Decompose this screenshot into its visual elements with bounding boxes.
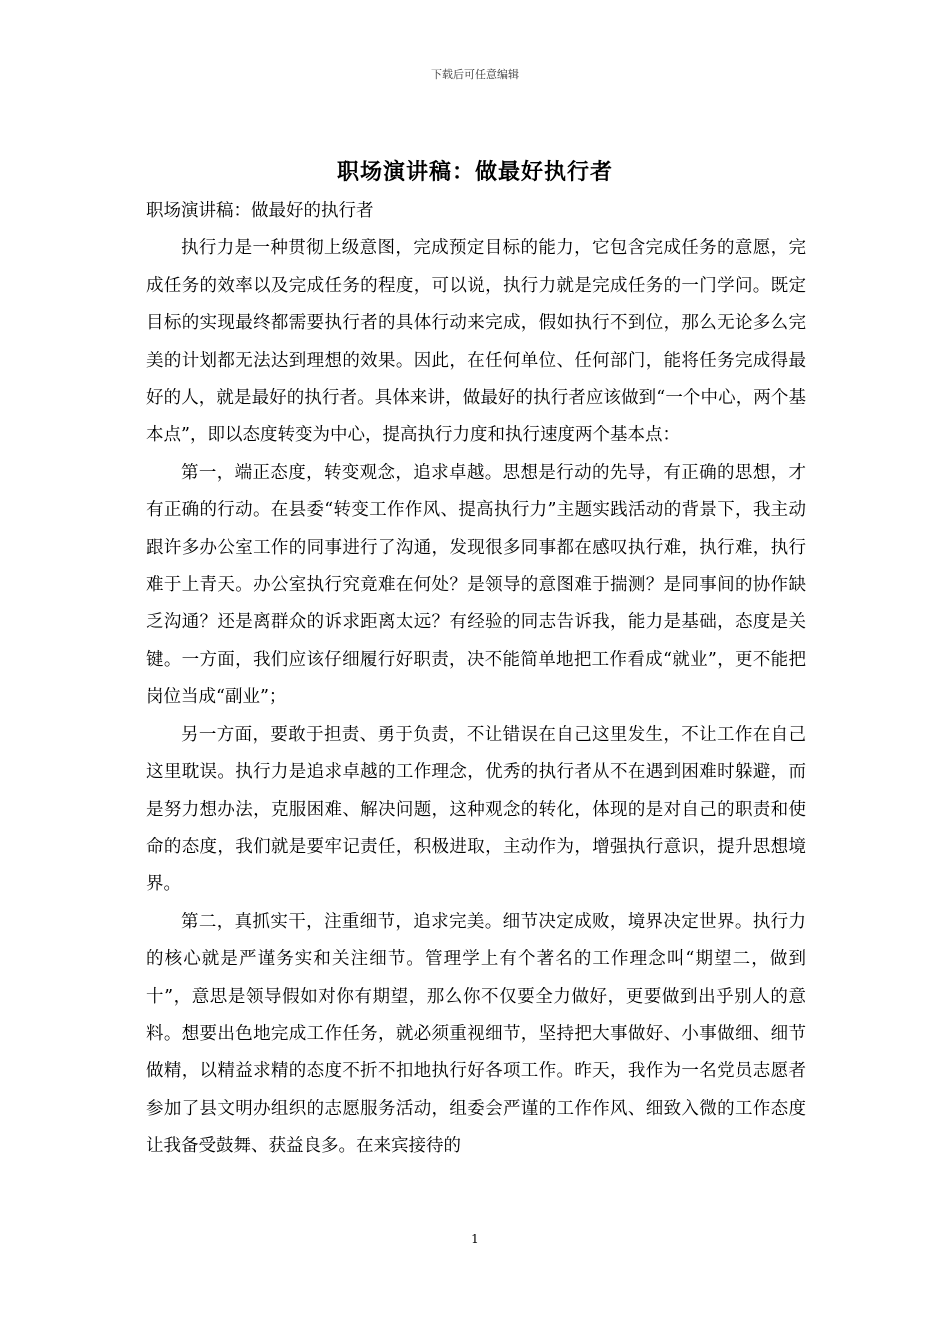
document-title: 职场演讲稿：做最好执行者 bbox=[336, 159, 613, 185]
header-note: 下载后可任意编辑 bbox=[431, 68, 519, 81]
document-body bbox=[146, 193, 806, 1166]
subtitle-paragraph: 职场演讲稿：做最好的执行者 bbox=[146, 201, 374, 221]
body-paragraph: 另一方面，要敢于担责、勇于负责，不让错误在自己这里发生，不让工作在自己这里耽误。执行力是追求卓越的工作理念，优秀的执行者从不在遇到困难时躲避，而是努力想办法，克服困难、解决问题，这种观念的转化，体现的是对自己的职责和使命的态度，我们就是要牢记责任，积极进取，主动作为，增强执行意识，提升思想境界。 bbox=[146, 724, 806, 895]
body-paragraph: 第二，真抓实干，注重细节，追求完美。细节决定成败，境界决定世界。执行力的核心就是严谨务实和关注细节。管理学上有个著名的工作理念叫“期望二，做到十”，意思是领导假如对你有期望，那么你不仅要全力做好，更要做到出乎别人的意料。想要出色地完成工作任务，就必须重视细节，坚持把大事做好、小事做细、细节做精，以精益求精的态度不折不扣地执行好各项工作。昨天，我作为一名党员志愿者参加了县文明办组织的志愿服务活动，组委会严谨的工作作风、细致入微的工作态度让我备受鼓舞、获益良多。在来宾接待的 bbox=[146, 911, 806, 1157]
body-paragraph: 执行力是一种贯彻上级意图，完成预定目标的能力，它包含完成任务的意愿，完成任务的效率以及完成任务的程度，可以说，执行力就是完成任务的一门学问。既定目标的实现最终都需要执行者的具体行动来完成，假如执行不到位，那么无论多么完美的计划都无法达到理想的效果。因此，在任何单位、任何部门，能将任务完成得最好的人，就是最好的执行者。具体来讲，做最好的执行者应该做到“一个中心，两个基本点”，即以态度转变为中心，提高执行力度和执行速度两个基本点： bbox=[146, 238, 806, 446]
body-paragraph: 第一，端正态度，转变观念，追求卓越。思想是行动的先导，有正确的思想，才有正确的行动。在县委“转变工作作风、提高执行力”主题实践活动的背景下，我主动跟许多办公室工作的同事进行了沟通，发现很多同事都在感叹执行难，执行难，执行难于上青天。办公室执行究竟难在何处？是领导的意图难于揣测？是同事间的协作缺乏沟通？还是离群众的诉求距离太远？有经验的同志告诉我，能力是基础，态度是关键。一方面，我们应该仔细履行好职责，决不能简单地把工作看成“就业”，更不能把岗位当成“副业”； bbox=[146, 462, 806, 708]
page-number: 1 bbox=[471, 1232, 479, 1246]
